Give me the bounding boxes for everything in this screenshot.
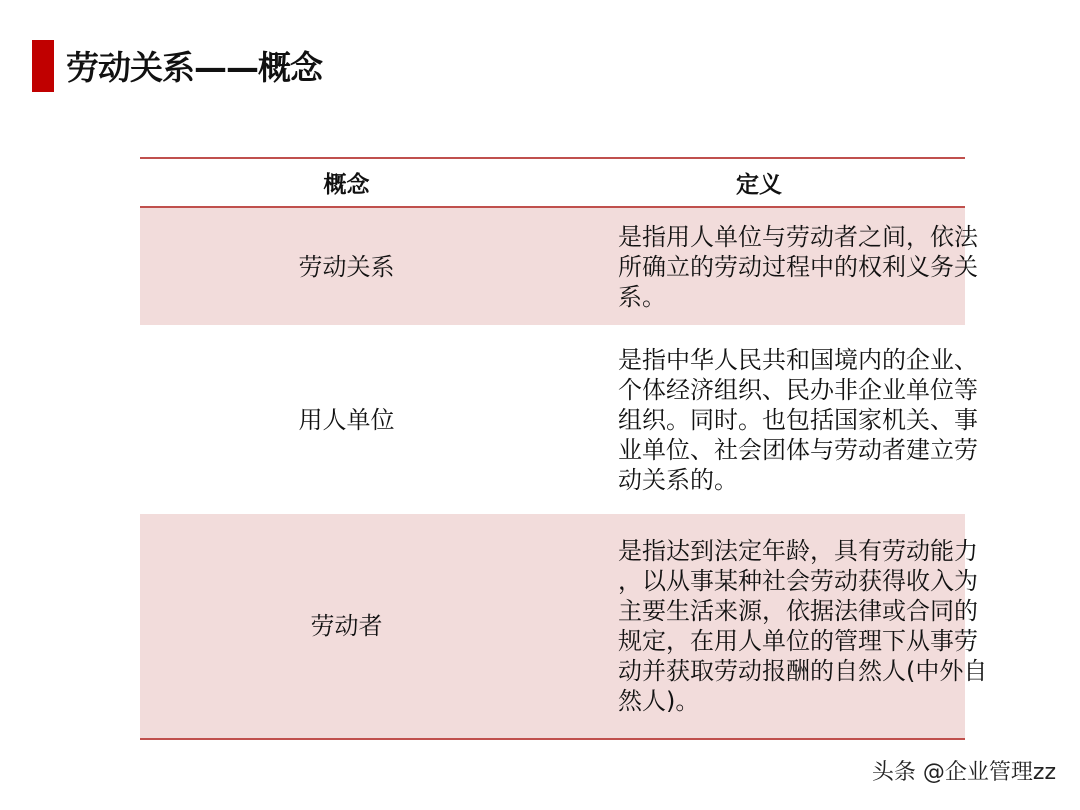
definition-cell bbox=[553, 514, 988, 739]
table-header-row bbox=[140, 158, 965, 207]
definition-text: 是指中华人民共和国境内的企业、个体经济组织、民办非企业单位等组织。同时。也包括国家机关、事业单位、社会团体与劳动者建立劳动关系的。 bbox=[618, 345, 978, 494]
table-row bbox=[140, 207, 965, 325]
concept-table bbox=[140, 157, 988, 740]
column-header-concept: 概念 bbox=[140, 158, 553, 207]
table-row bbox=[140, 514, 965, 739]
definition-text: 是指用人单位与劳动者之间，依法所确立的劳动过程中的权利义务关系。 bbox=[618, 222, 978, 311]
definition-cell bbox=[553, 207, 978, 325]
page-title: 劳动关系——概念 bbox=[66, 48, 322, 87]
term-cell: 用人单位 bbox=[140, 325, 553, 514]
title-accent-bar bbox=[32, 40, 54, 92]
definition-text: 是指达到法定年龄，具有劳动能力，以从事某种社会劳动获得收入为主要生活来源，依据法律或合同的规定，在用人单位的管理下从事劳动并获取劳动报酬的自然人(中外自然人)。 bbox=[618, 537, 988, 715]
term-cell: 劳动关系 bbox=[140, 207, 553, 325]
table-row bbox=[140, 325, 965, 514]
definition-cell bbox=[553, 325, 978, 514]
watermark: 头条 @企业管理zz bbox=[871, 760, 1056, 785]
term-cell: 劳动者 bbox=[140, 514, 553, 739]
column-header-definition: 定义 bbox=[553, 158, 965, 207]
